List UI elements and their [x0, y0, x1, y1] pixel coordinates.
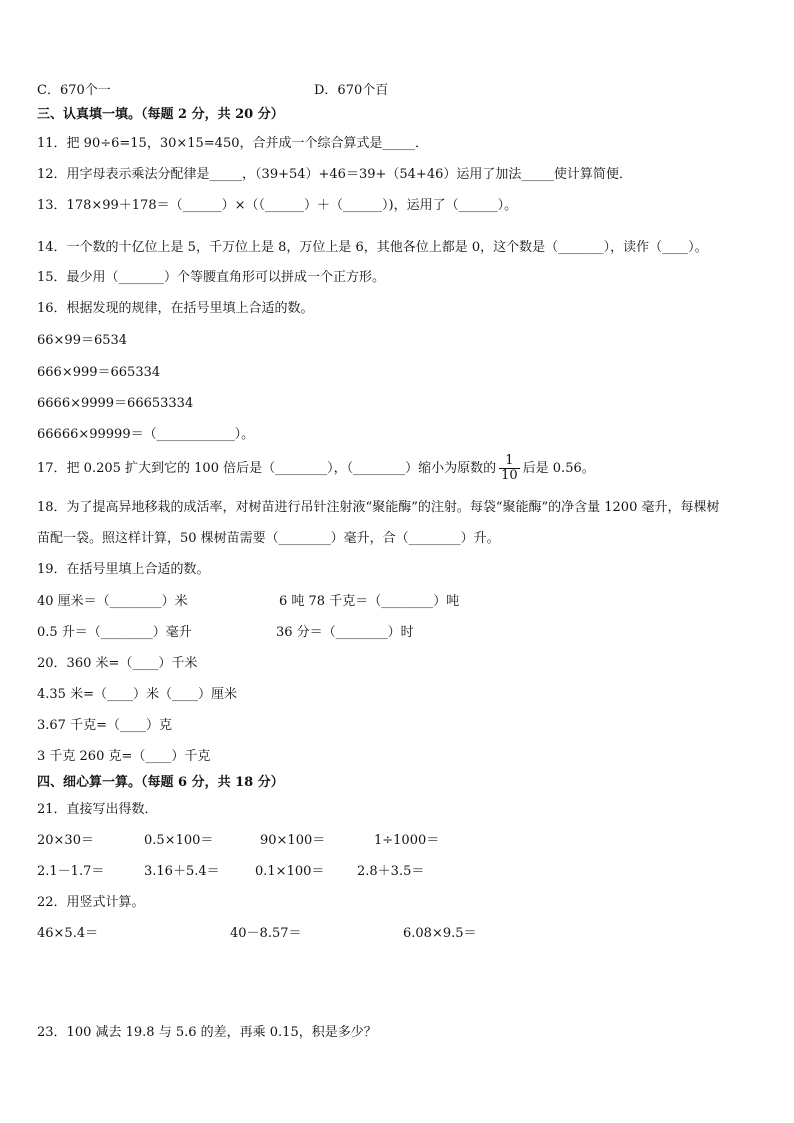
calc-item: 3.16＋5.4＝: [144, 864, 220, 879]
calc-item: 2.1－1.7＝: [37, 864, 105, 879]
question-14: 14．一个数的十亿位上是 5，千万位上是 8，万位上是 6，其他各位上都是 0，这个数是（_______），读作（____）。: [37, 240, 708, 255]
option-c: C．670个一: [37, 83, 111, 98]
q19-item-3: 0.5 升＝（________）毫升: [37, 625, 192, 640]
pattern-line-2: 666×999＝665334: [37, 365, 161, 380]
pattern-line-1: 66×99＝6534: [37, 333, 128, 348]
q19-item-1: 40 厘米＝（________）米: [37, 594, 188, 609]
calc-item: 0.5×100＝: [144, 833, 214, 848]
question-20-line-3: 3.67 千克=（____）克: [37, 718, 172, 733]
q19-item-2: 6 吨 78 千克＝（________）吨: [279, 594, 460, 609]
question-23: 23．100 减去 19.8 与 5.6 的差，再乘 0.15，积是多少？: [37, 1025, 377, 1040]
vertical-calc-item: 6.08×9.5＝: [403, 926, 477, 941]
calc-item: 1÷1000＝: [374, 833, 440, 848]
vertical-calc-item: 46×5.4＝: [37, 926, 99, 941]
calc-item: 20×30＝: [37, 833, 94, 848]
question-20-line-1: 20．360 米=（____）千米: [37, 656, 198, 671]
question-18-line-1: 18．为了提高异地移栽的成活率，对树苗进行吊针注射液“聚能酶”的注射。每袋“聚能酶”的净含量 1200 毫升，每棵树: [37, 500, 720, 515]
section-4-heading: 四、细心算一算。（每题 6 分，共 18 分）: [37, 775, 284, 790]
question-15: 15．最少用（_______）个等腰直角形可以拼成一个正方形。: [37, 270, 386, 285]
question-20-line-4: 3 千克 260 克=（____）千克: [37, 749, 211, 764]
pattern-line-4: 66666×99999＝（____________）。: [37, 427, 255, 442]
question-22-title: 22．用竖式计算。: [37, 895, 145, 910]
fraction-numerator: 1: [499, 454, 520, 469]
question-12: 12．用字母表示乘法分配律是_____，（39+54）+46＝39+（54+46）运用了加法_____使计算简便．: [37, 167, 632, 182]
question-18-line-2: 苗配一袋。照这样计算，50 棵树苗需要（________）毫升，合（________）升。: [37, 531, 500, 546]
question-19-title: 19．在括号里填上合适的数。: [37, 562, 210, 577]
pattern-line-3: 6666×9999＝66653334: [37, 396, 194, 411]
question-17-text-before: 17．把 0.205 扩大到它的 100 倍后是（________），（________）缩小为原数的: [37, 461, 497, 476]
vertical-calc-item: 40－8.57＝: [230, 926, 302, 941]
question-17: [37, 454, 595, 484]
option-d: D．670个百: [314, 83, 389, 98]
fraction-one-tenth: [499, 454, 520, 483]
calc-item: 90×100＝: [260, 833, 326, 848]
question-16-title: 16．根据发现的规律，在括号里填上合适的数。: [37, 301, 314, 316]
fraction-denominator: 10: [501, 468, 518, 483]
question-20-line-2: 4.35 米=（____）米（____）厘米: [37, 687, 237, 702]
question-21-title: 21．直接写出得数．: [37, 802, 158, 817]
question-17-text-after: 后是 0.56。: [522, 461, 595, 476]
calc-item: 0.1×100＝: [255, 864, 325, 879]
q19-item-4: 36 分＝（________）时: [276, 625, 414, 640]
section-3-heading: 三、认真填一填。（每题 2 分，共 20 分）: [37, 107, 284, 122]
question-11: 11．把 90÷6=15，30×15=450，合并成一个综合算式是_____．: [37, 136, 428, 151]
calc-item: 2.8＋3.5＝: [357, 864, 425, 879]
question-13: 13．178×99＋178＝（______）×（（______）＋（______）)，运用了（______）。: [37, 198, 518, 213]
